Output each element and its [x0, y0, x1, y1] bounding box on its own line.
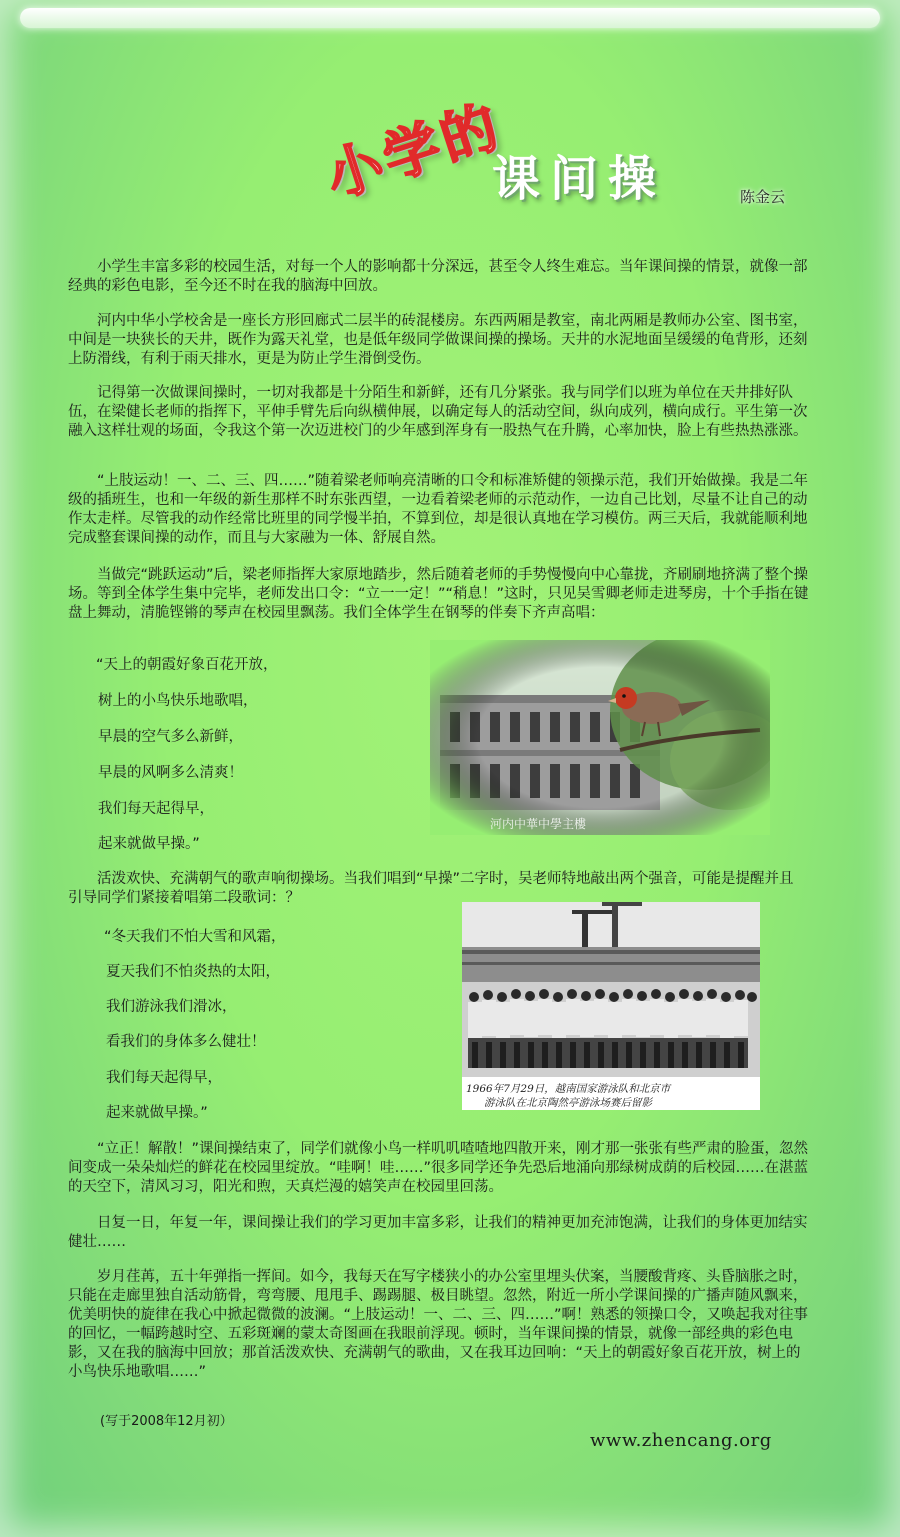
paragraph-9: 岁月荏苒，五十年弹指一挥间。如今，我每天在写字楼狭小的办公室里埋头伏案，当腰酸背疼、头昏脑胀之时，只能在走廊里独自活动筋骨，弯弯腰、甩甩手、踢踢腿、极目眺望。忽然，附近一所小学课间操的广播声随风飘来，优美明快的旋律在我心中掀起微微的波澜。“上肢运动！一、二、三、四……”啊！熟悉的领操口令，又唤起我对往事的回忆，一幅跨越时空、五彩斑斓的蒙太奇图画在我眼前浮现。顿时，当年课间操的情景，就像一部经典的彩色电影，又在我的脑海中回放；那首活泼欢快、充满朝气的歌曲，又在我耳边回响：“天上的朝霞好象百花开放，树上的小鸟快乐地歌唱……” [68, 1269, 809, 1380]
paragraph-3: 记得第一次做课间操时，一切对我都是十分陌生和新鲜，还有几分紧张。我与同学们以班为单位在天井排好队伍，在梁健长老师的指挥下，平伸手臂先后向纵横伸展，以确定每人的活动空间，纵向成列，横向成行。平生第一次融入这样壮观的场面，令我这个第一次迈进校门的少年感到浑身有一股热气在升腾，心率加快，脸上有些热热涨涨。 [68, 385, 808, 439]
school-building-bird-photo [430, 640, 770, 835]
song-2-line: “冬天我们不怕大雪和风霜， [104, 929, 286, 945]
site-url: www.zhencang.org [590, 1430, 772, 1451]
school-building-bird-image [430, 640, 770, 835]
song-1-line: 起来就做早操。” [98, 836, 200, 852]
photo-2-caption-line-1: 1966年7月29日，越南国家游泳队和北京市 [466, 1083, 671, 1095]
song-1-line: 树上的小鸟快乐地歌唱， [98, 693, 258, 709]
photo-1-caption: 河内中華中學主樓 [490, 817, 587, 831]
song-1-line: 我们每天起得早， [98, 801, 214, 817]
paragraph-6: 活泼欢快、充满朝气的歌声响彻操场。当我们唱到“早操”二字时，吴老师特地敲出两个强音，可能是提醒并且引导同学们紧接着唱第二段歌词：？ [68, 871, 794, 906]
paragraph-8: 日复一日，年复一年，课间操让我们的学习更加丰富多彩，让我们的精神更加充沛饱满，让我们的身体更加结实健壮…… [68, 1215, 808, 1250]
paragraph-1: 小学生丰富多彩的校园生活，对每一个人的影响都十分深远，甚至令人终生难忘。当年课间操的情景，就像一部经典的彩色电影，至今还不时在我的脑海中回放。 [68, 259, 808, 294]
title-line-1: 小学的 [318, 93, 510, 211]
swimming-team-photo [462, 902, 760, 1110]
paragraph-5: 当做完“跳跃运动”后，梁老师指挥大家原地踏步，然后随着老师的手势慢慢向中心靠拢，齐刷刷地挤满了整个操场。等到全体学生集中完毕，老师发出口令：“立一一定！”“稍息！”这时，只见吴雪卿老师走进琴房，十个手指在键盘上舞动，清脆铿锵的琴声在校园里飘荡。我们全体学生在钢琴的伴奏下齐声高唱： [68, 567, 809, 621]
paragraph-2: 河内中华小学校舍是一座长方形回廊式二层半的砖混楼房。东西两厢是教室，南北两厢是教师办公室、图书室，中间是一块狭长的天井，既作为露天礼堂，也是低年级同学做课间操的操场。天井的水泥地面呈缓缓的龟背形，还刻上防滑线，有利于雨天排水，更是为防止学生滑倒受伤。 [68, 313, 808, 367]
author-name: 陈金云 [740, 188, 786, 206]
song-2-line: 看我们的身体多么健壮！ [106, 1034, 266, 1050]
swimming-team-image [462, 902, 760, 1110]
song-2-line: 夏天我们不怕炎热的太阳， [106, 964, 280, 980]
song-1-line: 早晨的空气多么新鲜， [98, 729, 243, 745]
paragraph-4: “上肢运动！一、二、三、四……”随着梁老师响亮清晰的口令和标准矫健的领操示范，我们开始做操。我是二年级的插班生，也和一年级的新生那样不时东张西望，一边看着梁老师的示范动作，一边自己比划，尽量不让自己的动作太走样。尽管我的动作经常比班里的同学慢半拍，不算到位，却是很认真地在学习模仿。两三天后，我就能顺利地完成整套课间操的动作，而且与大家融为一体、舒展自然。 [68, 473, 809, 546]
song-2-line: 起来就做早操。” [106, 1105, 208, 1121]
song-2-line: 我们每天起得早， [106, 1070, 222, 1086]
paragraph-7: “立正！解散！”课间操结束了，同学们就像小鸟一样叽叽喳喳地四散开来，刚才那一张张有些严肃的脸蛋，忽然间变成一朵朵灿烂的鲜花在校园里绽放。“哇啊！哇……”很多同学还争先恐后地涌向那绿树成荫的后校园……在湛蓝的天空下，清风习习，阳光和煦，天真烂漫的嬉笑声在校园里回荡。 [68, 1141, 809, 1195]
song-2-line: 我们游泳我们滑冰， [106, 999, 237, 1015]
writing-date-note: (写于2008年12月初） [100, 1414, 233, 1429]
title-line-2: 课间操 [492, 151, 667, 207]
song-1-line: 早晨的风啊多么清爽！ [98, 765, 243, 781]
photo-2-caption-line-2: 游泳队在北京陶然亭游泳场赛后留影 [484, 1097, 652, 1109]
song-1-line: “天上的朝霞好象百花开放， [96, 657, 278, 673]
top-banner-bar [20, 8, 880, 28]
